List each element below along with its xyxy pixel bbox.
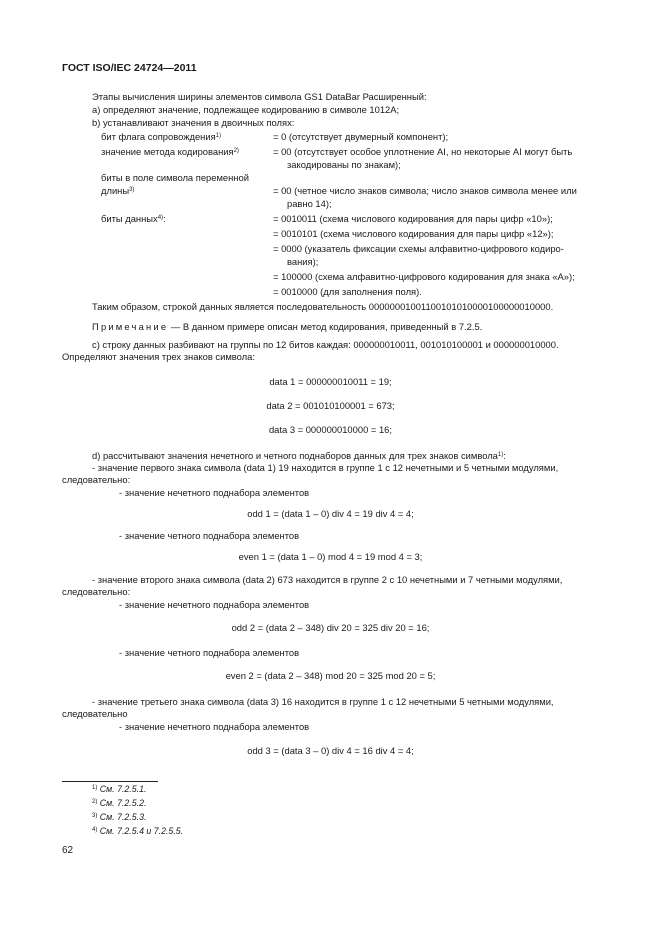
step-b: b) устанавливают значения в двоичных полях: [92, 117, 295, 128]
even1-equation: even 1 = (data 1 – 0) mod 4 = 19 mod 4 = 3; [238, 551, 423, 562]
data3-equation: data 3 = 000000010000 = 16; [268, 424, 393, 435]
footnote-1: $^{1)}$ См. 7.2.5.1. [92, 784, 147, 794]
footnote-4: $^{4)}$ См. 7.2.5.4 и 7.2.5.5. [92, 826, 184, 836]
data-bits-value-1: = 0010011 (схема числового кодирования для пары цифр «10»); [273, 213, 553, 224]
note-label: Примечание [92, 321, 169, 332]
odd-subset-label-3: - значение нечетного поднабора элементов [119, 721, 310, 732]
step-c-line1: c) строку данных разбивают на группы по 12 битов каждая: 000000010011, 001010100001 и 000000010000. [92, 339, 559, 350]
data-bits-value-3b: вания); [287, 256, 319, 267]
conclusion-text: Таким образом, строкой данных является последовательность 00000001001100101010000100000010000. [92, 301, 554, 312]
length-value-line2: равно 14); [287, 198, 332, 209]
data-bits-value-4: = 100000 (схема алфавитно-цифрового кодирования для знака «А»); [273, 271, 575, 282]
step-d: d) рассчитывают значения нечетного и четного поднаборов данных для трех знаков символа$^{1)}$: [92, 450, 506, 461]
char2-line2: следовательно: [62, 586, 131, 597]
length-label-line1: биты в поле символа переменной [101, 172, 249, 183]
even-subset-label-1: - значение четного поднабора элементов [119, 530, 300, 541]
char3-line1: - значение третьего знака символа (data 3) 16 находится в группе 1 с 12 нечетными 5 четными модулями, [92, 696, 554, 707]
char3-line2: следовательно [62, 708, 128, 719]
data2-equation: data 2 = 001010100001 = 673; [266, 400, 395, 411]
data-bits-value-3a: = 0000 (указатель фиксации схемы алфавитно-цифрового кодиро- [273, 243, 564, 254]
odd1-equation: odd 1 = (data 1 – 0) div 4 = 19 div 4 = 4; [247, 508, 414, 519]
method-value-line2: закодированы по знакам); [287, 159, 401, 170]
length-label-line2: длины$^{3)}$ [101, 185, 135, 196]
odd3-equation: odd 3 = (data 3 – 0) div 4 = 16 div 4 = 4; [247, 745, 414, 756]
char1-line2: следовательно: [62, 474, 131, 485]
document-header: ГОСТ ISO/IEC 24724—2011 [62, 62, 197, 74]
note-text: — В данном примере описан метод кодирования, приведенный в 7.2.5. [170, 321, 483, 332]
note [92, 322, 482, 333]
step-c-line2: Определяют значения трех знаков символа: [62, 351, 255, 362]
flag-bit-label: бит флага сопровождения$^{1)}$ [101, 131, 222, 142]
even2-equation: even 2 = (data 2 – 348) mod 20 = 325 mod 20 = 5; [225, 670, 436, 681]
even-subset-label-2: - значение четного поднабора элементов [119, 647, 300, 658]
char1-line1: - значение первого знака символа (data 1) 19 находится в группе 1 с 12 нечетными и 5 четными модулями, [92, 462, 559, 473]
footnote-2: $^{2)}$ См. 7.2.5.2. [92, 798, 147, 808]
page-number: 62 [62, 845, 74, 856]
method-label: значение метода кодирования$^{2)}$ [101, 146, 239, 157]
footnote-divider [62, 781, 158, 782]
flag-bit-value: = 0 (отсутствует двумерный компонент); [273, 131, 449, 142]
intro-text: Этапы вычисления ширины элементов символа GS1 DataBar Расширенный: [92, 91, 427, 102]
step-a: а) определяют значение, подлежащее кодированию в символе 1012A; [92, 104, 400, 115]
char2-line1: - значение второго знака символа (data 2) 673 находится в группе 2 с 10 нечетными и 7 четными модулями, [92, 574, 563, 585]
data1-equation: data 1 = 000000010011 = 19; [269, 376, 392, 387]
data-bits-label: биты данных$^{4)}$: [101, 213, 166, 224]
length-value-line1: = 00 (четное число знаков символа; число знаков символа менее или [273, 185, 577, 196]
odd-subset-label-2: - значение нечетного поднабора элементов [119, 599, 310, 610]
footnote-3: $^{3)}$ См. 7.2.5.3. [92, 812, 147, 822]
odd-subset-label-1: - значение нечетного поднабора элементов [119, 487, 310, 498]
data-bits-value-2: = 0010101 (схема числового кодирования для пары цифр «12»); [273, 228, 554, 239]
method-value-line1: = 00 (отсутствует особое уплотнение AI, но некоторые AI могут быть [273, 146, 573, 157]
odd2-equation: odd 2 = (data 2 – 348) div 20 = 325 div 20 = 16; [231, 622, 430, 633]
data-bits-value-5: = 0010000 (для заполнения поля). [273, 286, 422, 297]
